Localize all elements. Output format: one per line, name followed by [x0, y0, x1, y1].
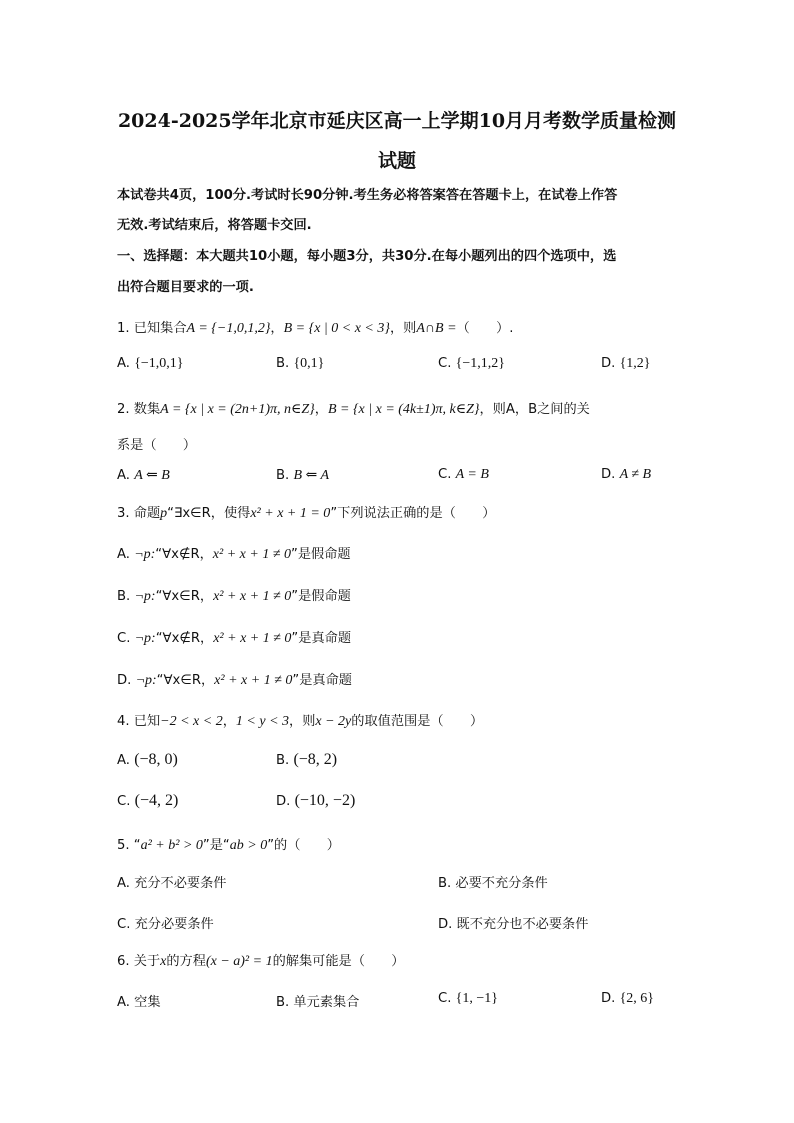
q3-eq: x² + x + 1 = 0 [250, 506, 331, 521]
q6-stem-b: 的方程 [166, 954, 206, 969]
q5-option-c: C. 充分必要条件 [117, 917, 214, 932]
q1-sep: ， [270, 321, 284, 336]
q2-option-c: C. A = B [438, 467, 489, 482]
q3-option-c: C. ¬p:“∀x∉R，x² + x + 1 ≠ 0”是真命题 [117, 631, 352, 646]
q2-set-a: A = {x | x = (2n+1)π, n∈Z} [160, 402, 315, 417]
q1-paren: （ ）. [456, 321, 514, 336]
q5-option-d: D. 既不充分也不必要条件 [438, 917, 589, 932]
q5-stem-c: ”的（ ） [267, 838, 340, 853]
question-5-stem [117, 834, 340, 854]
q6-option-a: A. 空集 [117, 995, 161, 1010]
q4-stem-a: 4. 已知 [117, 714, 161, 729]
q1-option-b: B. {0,1} [276, 356, 325, 371]
q4-stem-b: ，则 [289, 714, 316, 729]
q6-option-c: C. {1, −1} [438, 991, 498, 1006]
q1-set-b: B = {x | 0 < x < 3} [283, 321, 390, 336]
q6-option-b: B. 单元素集合 [276, 995, 360, 1010]
q5-stem-b: ”是“ [202, 838, 230, 853]
q5-expr1: a² + b² > 0 [140, 838, 203, 853]
q4-option-d: D. (−10, −2) [276, 792, 356, 809]
question-3-stem [117, 502, 495, 522]
q4-option-c: C. (−4, 2) [117, 792, 179, 809]
q4-sep: ， [222, 714, 236, 729]
page-title-line2: 试题 [377, 150, 416, 172]
q6-eq: (x − a)² = 1 [205, 954, 273, 969]
q3-option-d: D. ¬p:“∀x∈R，x² + x + 1 ≠ 0”是真命题 [117, 673, 352, 688]
section-heading-line2: 出符合题目要求的一项. [117, 280, 254, 295]
q4-stem-c: 的取值范围是（ ） [351, 714, 484, 729]
q5-expr2: ab > 0 [229, 838, 268, 853]
q6-stem-a: 6. 关于 [117, 954, 161, 969]
q2-set-b: B = {x | x = (4k±1)π, k∈Z} [327, 402, 480, 417]
q4-option-b: B. (−8, 2) [276, 751, 338, 768]
q1-option-d: D. {1,2} [601, 356, 651, 371]
q4-cond2: 1 < y < 3 [235, 714, 290, 729]
q1-stem-a: 1. 已知集合 [117, 321, 187, 336]
q6-var: x [160, 954, 167, 969]
q3-option-a: A. ¬p:“∀x∉R，x² + x + 1 ≠ 0”是假命题 [117, 547, 351, 562]
question-6-stem [117, 950, 404, 970]
section-heading-line1: 一、选择题：本大题共10小题，每小题3分，共30分.在每小题列出的四个选项中，选 [117, 249, 617, 264]
q1-set-a: A = {−1,0,1,2} [186, 321, 271, 336]
q3-stem-c: ”下列说法正确的是（ ） [330, 506, 496, 521]
q2-option-a: A. A ⇐ B [117, 468, 170, 483]
q4-cond1: −2 < x < 2 [160, 714, 223, 729]
q6-option-d: D. {2, 6} [601, 991, 655, 1006]
q5-option-b: B. 必要不充分条件 [438, 876, 548, 891]
q3-option-b: B. ¬p:“∀x∈R，x² + x + 1 ≠ 0”是假命题 [117, 589, 351, 604]
q6-stem-c: 的解集可能是（ ） [272, 954, 405, 969]
q1-option-a: A. {−1,0,1} [117, 356, 184, 371]
q3-p: p [160, 506, 168, 521]
question-2-stem [117, 398, 590, 418]
instructions-line1: 本试卷共4页，100分.考试时长90分钟.考生务必将答案答在答题卡上，在试卷上作答 [117, 188, 618, 203]
q4-expr: x − 2y [315, 714, 352, 729]
q1-expr: A∩B = [416, 321, 457, 336]
question-1-stem [117, 317, 513, 337]
q2-option-b: B. B ⇐ A [276, 468, 330, 483]
q2-option-d: D. A ≠ B [601, 467, 652, 482]
q5-stem-a: 5. “ [117, 838, 141, 853]
q2-line2: 系是（ ） [117, 438, 197, 453]
q2-stem-b: ，则A，B之间的关 [479, 402, 590, 417]
q1-option-c: C. {−1,1,2} [438, 356, 505, 371]
q4-option-a: A. (−8, 0) [117, 751, 178, 768]
instructions-line2: 无效.考试结束后，将答题卡交回. [117, 218, 312, 233]
q2-stem-a: 2. 数集 [117, 402, 161, 417]
q5-option-a: A. 充分不必要条件 [117, 876, 227, 891]
page-title-line1: 2024-2025学年北京市延庆区高一上学期10月月考数学质量检测 [117, 110, 677, 132]
q3-stem-b: “∃x∈R，使得 [167, 506, 251, 521]
q3-stem-a: 3. 命题 [117, 506, 161, 521]
q1-stem-b: ，则 [389, 321, 417, 336]
question-4-stem [117, 710, 483, 730]
q2-sep: ， [314, 402, 328, 417]
